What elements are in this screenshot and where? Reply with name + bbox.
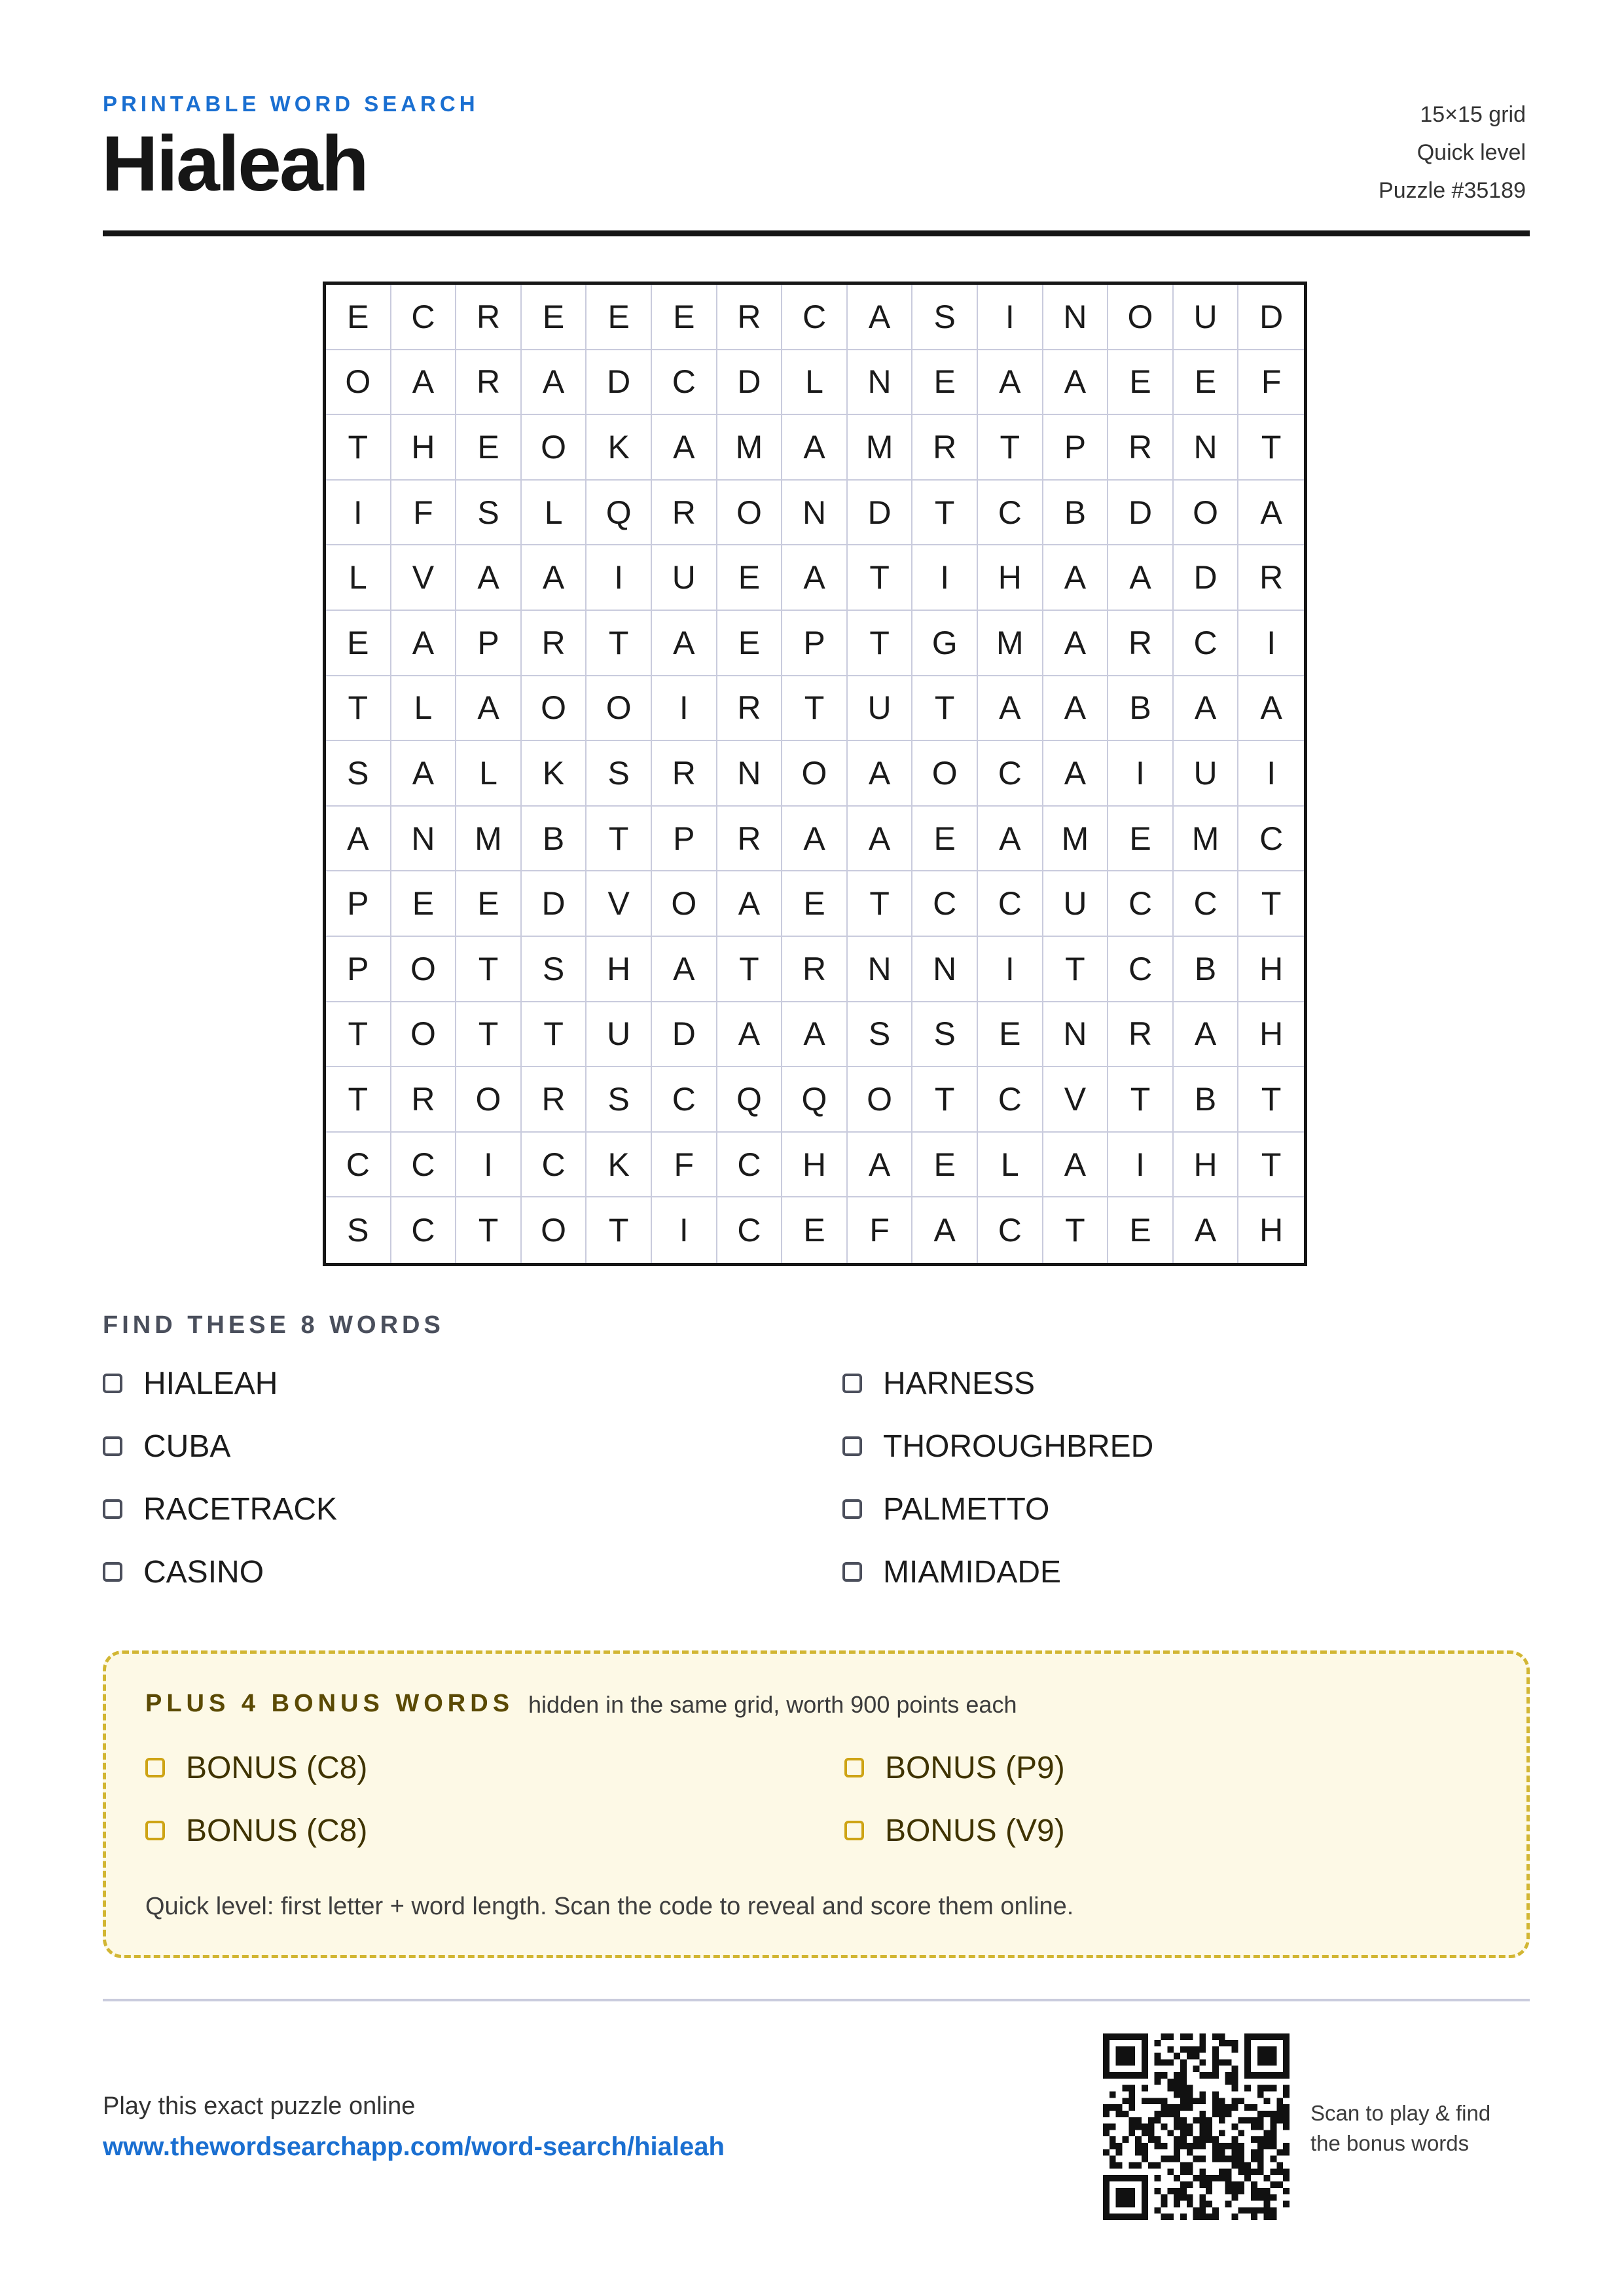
checkbox-icon[interactable] <box>103 1374 122 1393</box>
grid-cell[interactable]: O <box>912 741 978 807</box>
puzzle-meta <box>1379 96 1526 210</box>
grid-cell[interactable]: C <box>978 481 1043 546</box>
checkbox-icon[interactable] <box>145 1821 165 1840</box>
find-heading: FIND THESE 8 WORDS <box>103 1311 444 1339</box>
grid-cell[interactable]: I <box>912 545 978 611</box>
word-label: HIALEAH <box>143 1366 278 1401</box>
grid-cell[interactable]: A <box>717 1002 783 1068</box>
grid-cell[interactable]: D <box>652 1002 717 1068</box>
grid-cell[interactable]: K <box>586 1133 652 1198</box>
checkbox-icon[interactable] <box>844 1758 864 1777</box>
grid-cell[interactable]: A <box>1043 676 1109 742</box>
level: Quick level <box>1416 140 1526 165</box>
grid-cell[interactable]: I <box>652 676 717 742</box>
grid-cell[interactable]: N <box>848 350 913 416</box>
grid-cell[interactable]: C <box>782 285 848 350</box>
grid-cell[interactable]: T <box>1238 871 1304 937</box>
grid-cell[interactable]: D <box>1108 481 1174 546</box>
grid-cell[interactable]: M <box>848 415 913 481</box>
grid-cell[interactable]: V <box>391 545 457 611</box>
grid-cell[interactable]: M <box>456 807 522 872</box>
grid-cell[interactable]: N <box>717 741 783 807</box>
grid-cell[interactable]: O <box>717 481 783 546</box>
kicker: PRINTABLE WORD SEARCH <box>103 92 479 116</box>
grid-cell[interactable]: A <box>848 1133 913 1198</box>
grid-size: 15×15 grid <box>1420 102 1526 127</box>
letter-grid[interactable] <box>323 282 1307 1266</box>
grid-cell[interactable]: M <box>978 611 1043 676</box>
grid-cell[interactable]: M <box>1043 807 1109 872</box>
grid-cell[interactable]: E <box>1108 807 1174 872</box>
bonus-word-label: BONUS (V9) <box>885 1813 1065 1848</box>
grid-cell[interactable]: R <box>391 1067 457 1133</box>
grid-cell[interactable]: F <box>1238 350 1304 416</box>
grid-cell[interactable]: R <box>717 807 783 872</box>
grid-cell[interactable]: O <box>1108 285 1174 350</box>
grid-cell[interactable]: I <box>1108 741 1174 807</box>
grid-cell[interactable]: M <box>1174 807 1239 872</box>
checkbox-icon[interactable] <box>844 1821 864 1840</box>
qr-code-icon[interactable] <box>1103 2033 1290 2220</box>
grid-cell[interactable]: U <box>848 676 913 742</box>
grid-cell[interactable]: P <box>326 937 391 1002</box>
grid-cell[interactable]: A <box>978 676 1043 742</box>
grid-cell[interactable]: V <box>1043 1067 1109 1133</box>
grid-cell[interactable]: O <box>1174 481 1239 546</box>
grid-cell[interactable]: A <box>912 1197 978 1263</box>
grid-cell[interactable]: R <box>912 415 978 481</box>
bonus-word-item[interactable] <box>844 1749 1434 1786</box>
grid-cell[interactable]: T <box>326 1002 391 1068</box>
grid-cell[interactable]: R <box>717 676 783 742</box>
checkbox-icon[interactable] <box>842 1499 862 1519</box>
grid-cell[interactable]: C <box>391 1133 457 1198</box>
grid-cell[interactable]: R <box>522 611 587 676</box>
checkbox-icon[interactable] <box>103 1436 122 1456</box>
page-title: Hialeah <box>101 120 367 208</box>
grid-cell[interactable]: E <box>912 350 978 416</box>
word-item[interactable] <box>842 1554 1530 1590</box>
grid-cell[interactable]: E <box>1174 350 1239 416</box>
grid-cell[interactable]: A <box>782 807 848 872</box>
grid-cell[interactable]: O <box>456 1067 522 1133</box>
grid-cell[interactable]: L <box>978 1133 1043 1198</box>
grid-cell[interactable]: P <box>782 611 848 676</box>
puzzle-link[interactable]: www.thewordsearchapp.com/word-search/hialeah <box>103 2132 725 2161</box>
grid-cell[interactable]: L <box>326 545 391 611</box>
grid-cell[interactable]: I <box>586 545 652 611</box>
word-label: PALMETTO <box>883 1491 1050 1527</box>
grid-cell[interactable]: T <box>848 611 913 676</box>
grid-cell[interactable]: F <box>652 1133 717 1198</box>
grid-cell[interactable]: O <box>326 350 391 416</box>
grid-cell[interactable]: A <box>1043 1133 1109 1198</box>
grid-cell[interactable]: R <box>652 741 717 807</box>
grid-cell[interactable]: U <box>652 545 717 611</box>
bonus-word-list <box>145 1749 1434 1849</box>
grid-cell[interactable]: B <box>1174 1067 1239 1133</box>
grid-cell[interactable]: H <box>391 415 457 481</box>
grid-cell[interactable]: S <box>456 481 522 546</box>
grid-cell[interactable]: I <box>1238 741 1304 807</box>
grid-cell[interactable]: D <box>522 871 587 937</box>
grid-cell[interactable]: L <box>391 676 457 742</box>
grid-cell[interactable]: R <box>782 937 848 1002</box>
grid-cell[interactable]: R <box>717 285 783 350</box>
grid-cell[interactable]: D <box>717 350 783 416</box>
grid-cell[interactable]: D <box>586 350 652 416</box>
grid-cell[interactable]: N <box>1043 1002 1109 1068</box>
grid-cell[interactable]: T <box>782 676 848 742</box>
grid-cell[interactable]: I <box>326 481 391 546</box>
footer-rule <box>103 1999 1530 2001</box>
grid-cell[interactable]: E <box>586 285 652 350</box>
grid-cell[interactable]: T <box>326 676 391 742</box>
grid-cell[interactable]: N <box>848 937 913 1002</box>
header-rule <box>103 230 1530 236</box>
grid-cell[interactable]: M <box>717 415 783 481</box>
checkbox-icon[interactable] <box>145 1758 165 1777</box>
grid-cell[interactable]: U <box>1043 871 1109 937</box>
grid-cell[interactable]: A <box>1238 481 1304 546</box>
word-item[interactable] <box>103 1491 842 1527</box>
grid-cell[interactable]: Q <box>717 1067 783 1133</box>
grid-cell[interactable]: E <box>717 611 783 676</box>
grid-cell[interactable]: H <box>978 545 1043 611</box>
grid-cell[interactable]: O <box>652 871 717 937</box>
bonus-word-item[interactable] <box>145 1749 844 1786</box>
grid-cell[interactable]: H <box>586 937 652 1002</box>
grid-cell[interactable]: Q <box>586 481 652 546</box>
grid-cell[interactable]: C <box>391 285 457 350</box>
grid-cell[interactable]: E <box>717 545 783 611</box>
grid-cell[interactable]: A <box>652 415 717 481</box>
grid-cell[interactable]: Q <box>782 1067 848 1133</box>
grid-cell[interactable]: R <box>522 1067 587 1133</box>
grid-cell[interactable]: S <box>912 1002 978 1068</box>
grid-cell[interactable]: C <box>522 1133 587 1198</box>
grid-cell[interactable]: S <box>586 741 652 807</box>
bonus-word-item[interactable] <box>145 1812 844 1849</box>
grid-cell[interactable]: C <box>652 350 717 416</box>
grid-cell[interactable]: T <box>326 415 391 481</box>
grid-cell[interactable]: R <box>456 350 522 416</box>
grid-cell[interactable]: P <box>456 611 522 676</box>
bonus-note: Quick level: first letter + word length. Scan the code to reveal and score them online. <box>145 1893 1074 1920</box>
grid-cell[interactable]: B <box>1108 676 1174 742</box>
word-label: THOROUGHBRED <box>883 1429 1154 1464</box>
grid-cell[interactable]: E <box>1108 1197 1174 1263</box>
grid-cell[interactable]: O <box>522 1197 587 1263</box>
grid-cell[interactable]: A <box>652 937 717 1002</box>
grid-cell[interactable]: D <box>848 481 913 546</box>
grid-cell[interactable]: C <box>391 1197 457 1263</box>
grid-cell[interactable]: D <box>1238 285 1304 350</box>
grid-cell[interactable]: C <box>978 1067 1043 1133</box>
grid-cell[interactable]: E <box>912 1133 978 1198</box>
grid-cell[interactable]: A <box>391 611 457 676</box>
grid-cell[interactable]: C <box>1108 871 1174 937</box>
grid-cell[interactable]: H <box>1238 1002 1304 1068</box>
bonus-heading: PLUS 4 BONUS WORDS <box>145 1690 514 1717</box>
grid-cell[interactable]: T <box>978 415 1043 481</box>
grid-cell[interactable]: T <box>1043 1197 1109 1263</box>
grid-cell[interactable]: E <box>326 611 391 676</box>
grid-cell[interactable]: I <box>978 937 1043 1002</box>
grid-cell[interactable]: P <box>326 871 391 937</box>
word-item[interactable] <box>842 1491 1530 1527</box>
grid-cell[interactable]: E <box>391 871 457 937</box>
grid-cell[interactable]: A <box>652 611 717 676</box>
grid-cell[interactable]: E <box>652 285 717 350</box>
grid-cell[interactable]: A <box>782 415 848 481</box>
grid-cell[interactable]: T <box>586 611 652 676</box>
grid-cell[interactable]: A <box>1174 1197 1239 1263</box>
grid-cell[interactable]: T <box>522 1002 587 1068</box>
grid-cell[interactable]: I <box>978 285 1043 350</box>
grid-cell[interactable]: E <box>522 285 587 350</box>
grid-cell[interactable]: L <box>782 350 848 416</box>
grid-cell[interactable]: I <box>1108 1133 1174 1198</box>
grid-cell[interactable]: I <box>456 1133 522 1198</box>
grid-cell[interactable]: T <box>1238 1067 1304 1133</box>
grid-cell[interactable]: A <box>848 741 913 807</box>
play-online-text: Play this exact puzzle online <box>103 2092 416 2120</box>
bonus-subheading: hidden in the same grid, worth 900 points each <box>528 1691 1017 1718</box>
grid-cell[interactable]: A <box>978 350 1043 416</box>
grid-cell[interactable]: K <box>522 741 587 807</box>
grid-cell[interactable]: A <box>1043 545 1109 611</box>
word-item[interactable] <box>103 1554 842 1590</box>
grid-cell[interactable]: G <box>912 611 978 676</box>
word-label: MIAMIDADE <box>883 1554 1062 1590</box>
grid-cell[interactable]: C <box>978 1197 1043 1263</box>
bonus-word-label: BONUS (C8) <box>186 1750 368 1785</box>
grid-cell[interactable]: N <box>1043 285 1109 350</box>
grid-cell[interactable]: E <box>456 871 522 937</box>
grid-cell[interactable]: A <box>326 807 391 872</box>
checkbox-icon[interactable] <box>103 1562 122 1582</box>
grid-cell[interactable]: O <box>391 1002 457 1068</box>
word-label: HARNESS <box>883 1366 1036 1401</box>
grid-cell[interactable]: O <box>391 937 457 1002</box>
grid-cell[interactable]: S <box>326 1197 391 1263</box>
grid-cell[interactable]: C <box>1108 937 1174 1002</box>
word-label: RACETRACK <box>143 1491 338 1527</box>
grid-cell[interactable]: T <box>912 1067 978 1133</box>
puzzle-number: Puzzle #35189 <box>1379 178 1526 203</box>
grid-cell[interactable]: P <box>652 807 717 872</box>
grid-cell[interactable]: N <box>391 807 457 872</box>
grid-cell[interactable]: T <box>717 937 783 1002</box>
checkbox-icon[interactable] <box>103 1499 122 1519</box>
grid-cell[interactable]: A <box>456 545 522 611</box>
bonus-word-item[interactable] <box>844 1812 1434 1849</box>
grid-cell[interactable]: T <box>456 1002 522 1068</box>
grid-cell[interactable]: U <box>1174 285 1239 350</box>
grid-cell[interactable]: E <box>912 807 978 872</box>
grid-cell[interactable]: R <box>1108 611 1174 676</box>
grid-cell[interactable]: C <box>326 1133 391 1198</box>
grid-cell[interactable]: B <box>522 807 587 872</box>
grid-cell[interactable]: R <box>1238 545 1304 611</box>
grid-cell[interactable]: A <box>522 350 587 416</box>
grid-cell[interactable]: O <box>522 415 587 481</box>
grid-cell[interactable]: S <box>522 937 587 1002</box>
word-item[interactable] <box>842 1428 1530 1465</box>
qr-note: Scan to play & find the bonus words <box>1310 2101 1491 2155</box>
grid-cell[interactable]: T <box>326 1067 391 1133</box>
grid-cell[interactable]: E <box>782 871 848 937</box>
grid-cell[interactable]: K <box>586 415 652 481</box>
grid-cell[interactable]: T <box>456 937 522 1002</box>
grid-cell[interactable]: I <box>652 1197 717 1263</box>
word-item[interactable] <box>103 1428 842 1465</box>
grid-cell[interactable]: A <box>1238 676 1304 742</box>
grid-cell[interactable]: A <box>1043 741 1109 807</box>
grid-cell[interactable]: V <box>586 871 652 937</box>
grid-cell[interactable]: S <box>326 741 391 807</box>
grid-cell[interactable]: C <box>1174 611 1239 676</box>
grid-cell[interactable]: A <box>1108 545 1174 611</box>
grid-cell[interactable]: A <box>1174 676 1239 742</box>
grid-cell[interactable]: P <box>1043 415 1109 481</box>
grid-cell[interactable]: I <box>1238 611 1304 676</box>
grid-cell[interactable]: C <box>652 1067 717 1133</box>
grid-cell[interactable]: T <box>1043 937 1109 1002</box>
bonus-word-label: BONUS (P9) <box>885 1750 1065 1785</box>
grid-cell[interactable]: A <box>522 545 587 611</box>
grid-cell[interactable]: S <box>912 285 978 350</box>
word-label: CUBA <box>143 1429 231 1464</box>
grid-cell[interactable]: B <box>1174 937 1239 1002</box>
grid-cell[interactable]: O <box>782 741 848 807</box>
grid-cell[interactable]: E <box>782 1197 848 1263</box>
word-label: CASINO <box>143 1554 264 1590</box>
grid-cell[interactable]: U <box>1174 741 1239 807</box>
grid-cell[interactable]: H <box>1259 1212 1284 1249</box>
grid-cell[interactable]: N <box>1174 415 1239 481</box>
grid-cell[interactable]: L <box>522 481 587 546</box>
grid-cell[interactable]: A <box>1043 611 1109 676</box>
grid-cell[interactable]: C <box>912 871 978 937</box>
grid-cell[interactable]: A <box>717 871 783 937</box>
grid-cell[interactable]: T <box>848 871 913 937</box>
grid-cell[interactable]: T <box>848 545 913 611</box>
bonus-word-label: BONUS (C8) <box>186 1813 368 1848</box>
word-item[interactable] <box>103 1365 842 1402</box>
grid-cell[interactable]: C <box>978 871 1043 937</box>
grid-cell[interactable]: A <box>1043 350 1109 416</box>
grid-cell[interactable]: E <box>456 415 522 481</box>
bonus-panel <box>103 1650 1530 1958</box>
grid-cell[interactable]: R <box>1108 1002 1174 1068</box>
word-item[interactable] <box>842 1365 1530 1402</box>
checkbox-icon[interactable] <box>842 1562 862 1582</box>
grid-cell[interactable]: A <box>848 285 913 350</box>
grid-cell[interactable]: R <box>456 285 522 350</box>
grid-cell[interactable]: C <box>1174 871 1239 937</box>
grid-cell[interactable]: D <box>1174 545 1239 611</box>
grid-cell[interactable]: A <box>978 807 1043 872</box>
grid-cell[interactable]: T <box>586 807 652 872</box>
grid-cell[interactable]: O <box>586 676 652 742</box>
grid-cell[interactable]: F <box>391 481 457 546</box>
grid-cell[interactable]: A <box>456 676 522 742</box>
grid-cell[interactable]: S <box>586 1067 652 1133</box>
grid-cell[interactable]: U <box>586 1002 652 1068</box>
grid-cell[interactable]: E <box>978 1002 1043 1068</box>
grid-cell[interactable]: S <box>848 1002 913 1068</box>
grid-cell[interactable]: O <box>522 676 587 742</box>
grid-cell[interactable]: C <box>717 1197 783 1263</box>
checkbox-icon[interactable] <box>842 1374 862 1393</box>
grid-cell[interactable]: B <box>1043 481 1109 546</box>
grid-cell[interactable]: N <box>782 481 848 546</box>
grid-cell[interactable]: A <box>1174 1002 1239 1068</box>
grid-cell[interactable]: H <box>1238 937 1304 1002</box>
grid-cell[interactable]: T <box>912 481 978 546</box>
grid-cell[interactable]: T <box>456 1197 522 1263</box>
grid-cell[interactable]: H <box>782 1133 848 1198</box>
grid-cell[interactable]: O <box>848 1067 913 1133</box>
grid-cell[interactable]: T <box>1238 415 1304 481</box>
grid-cell[interactable]: R <box>652 481 717 546</box>
grid-cell[interactable]: T <box>912 676 978 742</box>
grid-cell[interactable]: R <box>1108 415 1174 481</box>
grid-cell[interactable]: E <box>1108 350 1174 416</box>
grid-cell[interactable]: A <box>782 1002 848 1068</box>
grid-cell[interactable]: A <box>782 545 848 611</box>
grid-cell[interactable]: A <box>848 807 913 872</box>
grid-cell[interactable]: C <box>717 1133 783 1198</box>
grid-cell[interactable]: T <box>1108 1067 1174 1133</box>
grid-cell[interactable]: L <box>456 741 522 807</box>
grid-cell[interactable]: T <box>586 1197 652 1263</box>
grid-cell[interactable]: C <box>1238 807 1304 872</box>
grid-cell[interactable]: E <box>326 285 391 350</box>
grid-cell[interactable]: T <box>1238 1133 1304 1198</box>
word-list <box>103 1365 1530 1590</box>
grid-cell[interactable]: C <box>978 741 1043 807</box>
grid-cell[interactable]: F <box>848 1197 913 1263</box>
checkbox-icon[interactable] <box>842 1436 862 1456</box>
grid-cell[interactable]: H <box>1174 1133 1239 1198</box>
grid-cell[interactable]: A <box>391 741 457 807</box>
grid-cell[interactable]: N <box>912 937 978 1002</box>
grid-cell[interactable]: A <box>391 350 457 416</box>
